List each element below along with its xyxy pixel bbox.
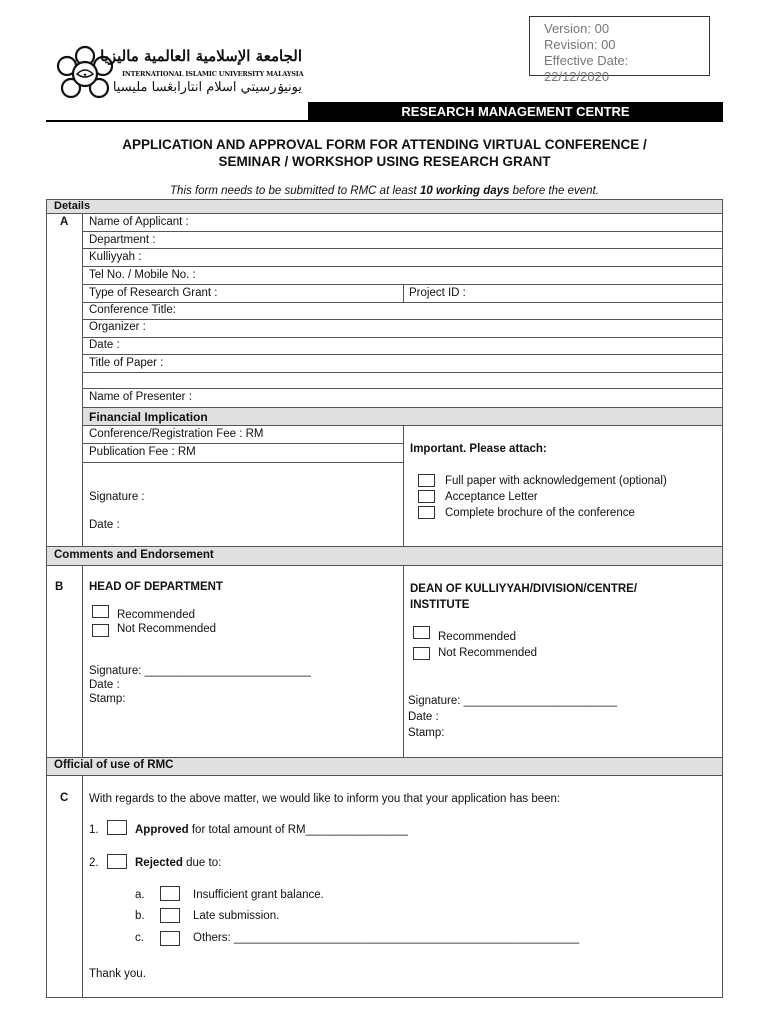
applicant-date-field[interactable]: Date : [89, 519, 120, 531]
reason-a-letter: a. [135, 889, 145, 901]
hod-not-recommended-label: Not Recommended [117, 623, 217, 635]
department-field[interactable]: Department : [89, 234, 156, 246]
hod-recommended-checkbox[interactable] [92, 605, 109, 618]
attach-acceptance-checkbox[interactable] [418, 490, 435, 503]
centre-banner-label: RESEARCH MANAGEMENT CENTRE [401, 104, 630, 119]
effective-date-value: 22/12/2020 [544, 69, 610, 84]
reason-c-letter: c. [135, 932, 144, 944]
approved-label: Approved [135, 824, 189, 836]
thank-you-text: Thank you. [89, 968, 146, 980]
submission-notice [46, 185, 723, 197]
kulliyyah-field[interactable]: Kulliyyah : [89, 251, 142, 263]
dean-recommended-label: Recommended [438, 631, 516, 643]
official-intro: With regards to the above matter, we would like to inform you that your application has been: [89, 793, 561, 805]
date-field[interactable]: Date : [89, 339, 120, 351]
university-english-name: INTERNATIONAL ISLAMIC UNIVERSITY MALAYSIA [122, 70, 304, 78]
form-title-line2: SEMINAR / WORKSHOP USING RESEARCH GRANT [218, 154, 551, 169]
attach-acceptance-label: Acceptance Letter [445, 491, 538, 503]
tel-field[interactable]: Tel No. / Mobile No. : [89, 269, 196, 281]
publication-fee-field[interactable]: Publication Fee : RM [89, 446, 196, 458]
university-arabic-name: الجامعة الإسلامية العالمية ماليزيا [100, 47, 302, 65]
paper-title-field[interactable]: Title of Paper : [89, 357, 164, 369]
applicant-name-field[interactable]: Name of Applicant : [89, 216, 189, 228]
grant-type-field[interactable]: Type of Research Grant : [89, 287, 218, 299]
rejected-label: Rejected [135, 857, 183, 869]
dean-recommended-checkbox[interactable] [413, 626, 430, 639]
rejected-due-text: due to: [182, 857, 222, 869]
banner-rule [46, 120, 723, 122]
approved-checkbox[interactable] [107, 820, 127, 835]
attach-fullpaper-checkbox[interactable] [418, 474, 435, 487]
dean-not-recommended-checkbox[interactable] [413, 647, 430, 660]
organizer-field[interactable]: Organizer : [89, 321, 146, 333]
reason-c-checkbox[interactable] [160, 931, 180, 946]
attach-brochure-label: Complete brochure of the conference [445, 507, 635, 519]
attach-title: Important. Please attach: [410, 443, 547, 455]
reason-a-label: Insufficient grant balance. [193, 889, 324, 901]
section-a-letter: A [60, 216, 69, 228]
hod-signature-field[interactable]: Signature: __________________________ [89, 665, 311, 677]
approved-line [135, 824, 408, 836]
dean-date-field[interactable]: Date : [408, 711, 439, 723]
registration-fee-field[interactable]: Conference/Registration Fee : RM [89, 428, 264, 440]
applicant-signature-field[interactable]: Signature : [89, 491, 145, 503]
hod-recommended-label: Recommended [117, 609, 195, 621]
presenter-field[interactable]: Name of Presenter : [89, 391, 192, 403]
financial-header-label: Financial Implication [89, 410, 208, 424]
details-header-label: Details [54, 200, 91, 212]
hod-date-field[interactable]: Date : [89, 679, 120, 691]
version-text: Version: 00 [544, 21, 610, 36]
rejected-checkbox[interactable] [107, 854, 127, 869]
notice-text-before: This form needs to be submitted to RMC at least [170, 185, 420, 197]
university-jawi-name: يونيۏرسيتي اسلام انتارابڠسا مليسيا [112, 80, 302, 95]
official-header-label: Official of use of RMC [54, 759, 174, 771]
hod-stamp-field[interactable]: Stamp: [89, 693, 126, 705]
notice-text-bold: 10 working days [419, 185, 510, 197]
notice-text-after: before the event. [509, 185, 599, 197]
attach-brochure-checkbox[interactable] [418, 506, 435, 519]
revision-text: Revision: 00 [544, 37, 616, 52]
reason-c-others-field[interactable]: Others: ______________________________________________________ [193, 932, 580, 944]
attach-fullpaper-label: Full paper with acknowledgement (optional) [445, 475, 667, 487]
reason-a-checkbox[interactable] [160, 886, 180, 901]
reason-b-checkbox[interactable] [160, 908, 180, 923]
form-title-line1: APPLICATION AND APPROVAL FORM FOR ATTENDING VIRTUAL CONFERENCE / [122, 137, 647, 152]
reason-b-label: Late submission. [193, 910, 280, 922]
details-header [47, 200, 722, 213]
hod-title: HEAD OF DEPARTMENT [89, 581, 223, 593]
dean-stamp-field[interactable]: Stamp: [408, 727, 445, 739]
approved-amount-field[interactable]: for total amount of RM________________ [188, 824, 408, 836]
version-box [529, 16, 710, 84]
section-c-letter: C [60, 792, 69, 804]
endorsement-header-label: Comments and Endorsement [54, 549, 214, 561]
dean-title-line1: DEAN OF KULLIYYAH/DIVISION/CENTRE/ [410, 583, 638, 595]
approved-number: 1. [89, 824, 99, 836]
svg-text:✦: ✦ [82, 72, 88, 79]
effective-date-label: Effective Date: [544, 53, 629, 68]
dean-signature-field[interactable]: Signature: ________________________ [408, 695, 618, 707]
hod-not-recommended-checkbox[interactable] [92, 624, 109, 637]
reason-b-letter: b. [135, 910, 145, 922]
dean-title-line2: INSTITUTE [410, 599, 470, 611]
conference-title-field[interactable]: Conference Title: [89, 304, 176, 316]
dean-not-recommended-label: Not Recommended [438, 647, 538, 659]
section-b-letter: B [55, 581, 64, 593]
rejected-line [135, 857, 221, 869]
project-id-field[interactable]: Project ID : [409, 287, 466, 299]
rejected-number: 2. [89, 857, 99, 869]
